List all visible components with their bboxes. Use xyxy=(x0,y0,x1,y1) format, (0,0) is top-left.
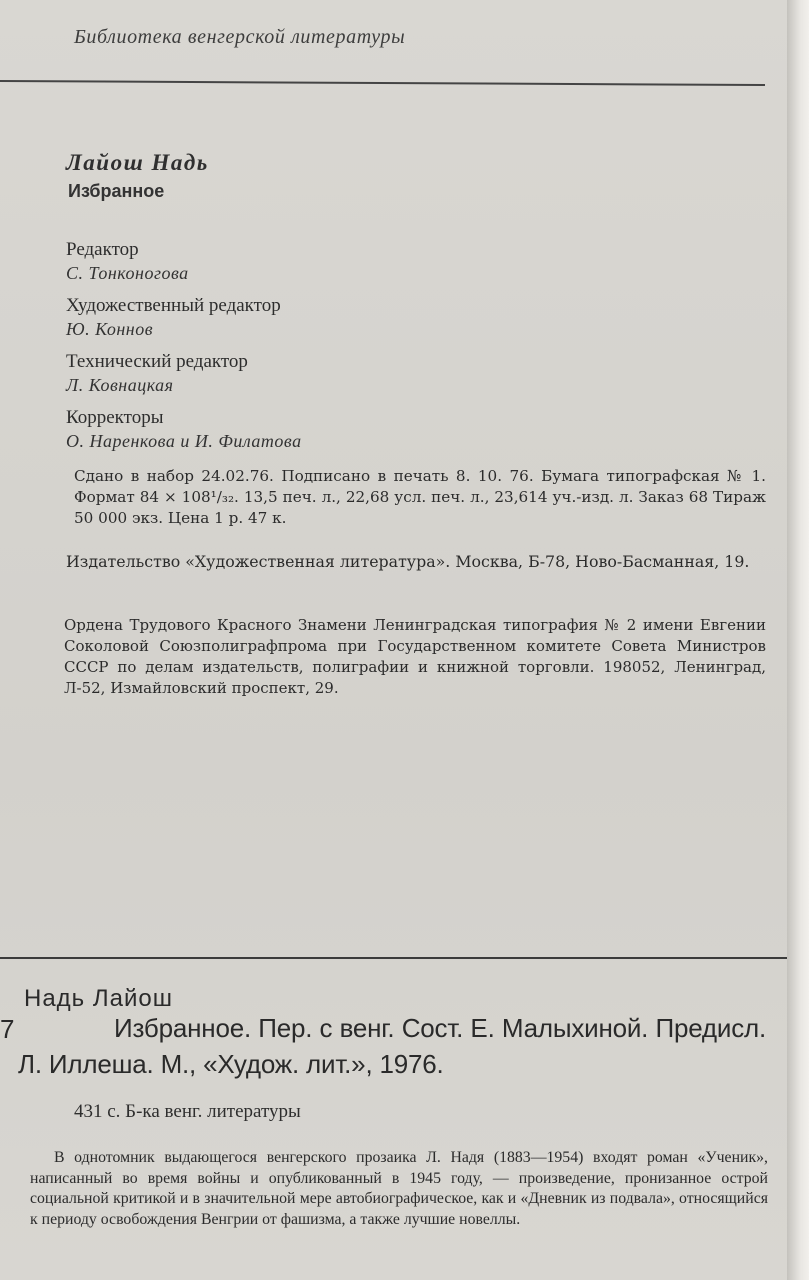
credit-role: Редактор xyxy=(66,239,139,260)
publisher-address: Издательство «Художественная литература». Москва, Б-78, Ново-Басманная, 19. xyxy=(66,552,750,571)
credit-proofreaders xyxy=(66,406,666,452)
catalog-author-heading: Надь Лайош xyxy=(24,985,173,1012)
credit-person: С. Тонконогова xyxy=(66,263,189,283)
series-header: Библиотека венгерской литературы xyxy=(74,26,406,48)
catalog-pages-series: 431 с. Б-ка венг. литературы xyxy=(74,1101,301,1122)
credits-block xyxy=(66,238,666,462)
credit-person: О. Наренкова и И. Филатова xyxy=(66,431,302,451)
catalog-index-mark: 7 xyxy=(0,1014,15,1044)
page-edge xyxy=(787,0,809,1280)
catalog-annotation: В однотомник выдающегося венгерского прозаика Л. Надя (1883—1954) входят роман «Ученик», написанный во время войны и опубликованный в 1945 году, — произведение, пронизанное острой социальной критикой и в значительной мере автобиографическое, как и «Дневник из подвала», относящийся к периоду освобождения Венгрии от фашизма, а также лучшие новеллы. xyxy=(30,1149,768,1228)
top-divider xyxy=(0,80,765,86)
credit-person: Л. Ковнацкая xyxy=(66,375,174,395)
author-name: Лайош Надь xyxy=(66,150,209,175)
credit-person: Ю. Коннов xyxy=(66,319,154,339)
credit-role: Художественный редактор xyxy=(66,295,281,316)
imprint-details: Сдано в набор 24.02.76. Подписано в печать 8. 10. 76. Бумага типографская № 1. Формат 84 × 108¹/₃₂. 13,5 печ. л., 22,68 усл. печ. л., 23,614 уч.-изд. л. Заказ 68 Тираж 50 000 экз. Цена 1 р. 47 к. xyxy=(74,467,766,527)
credit-editor xyxy=(66,238,666,284)
catalog-card-divider xyxy=(0,957,790,959)
credit-tech-editor xyxy=(66,350,666,396)
printer-details: Ордена Трудового Красного Знамени Ленинградская типография № 2 имени Евгении Соколовой Союзполиграфпрома при Государственном комитете Совета Министров СССР по делам издательств, полиграфии и книжной торговли. 198052, Ленинград, Л-52, Измайловский проспект, 29. xyxy=(64,616,766,697)
catalog-main-entry: Избранное. Пер. с венг. Сост. Е. Малыхиной. Предисл. Л. Иллеша. М., «Худож. лит.», 1976. xyxy=(18,1013,766,1079)
book-title: Избранное xyxy=(68,181,165,201)
credit-art-editor xyxy=(66,294,666,340)
credit-role: Корректоры xyxy=(66,407,164,428)
credit-role: Технический редактор xyxy=(66,351,248,372)
